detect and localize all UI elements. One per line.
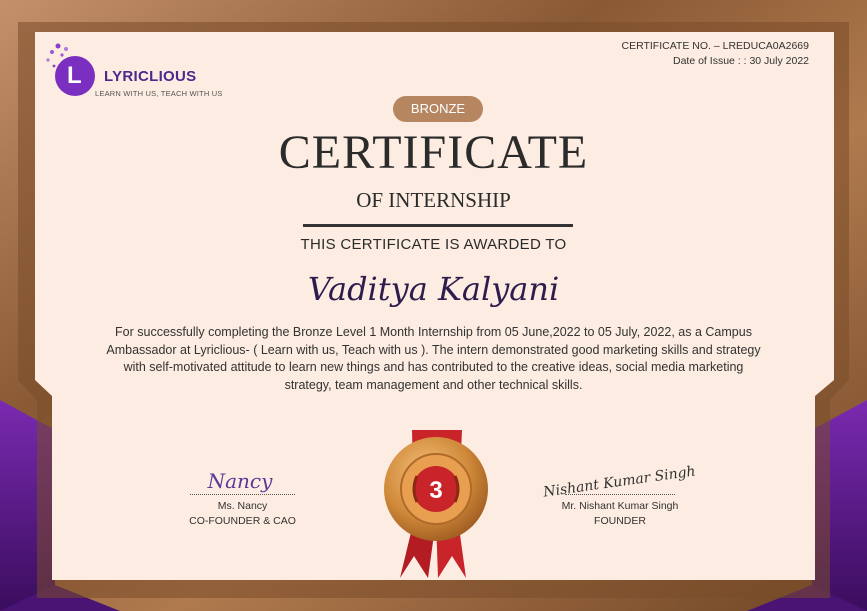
signatory-left-name: Ms. Nancy bbox=[217, 500, 268, 512]
issue-date: Date of Issue : : 30 July 2022 bbox=[673, 55, 809, 67]
level-badge: BRONZE bbox=[393, 96, 483, 122]
certificate-number: CERTIFICATE NO. – LREDUCA0A2669 bbox=[621, 40, 809, 52]
title-divider bbox=[303, 224, 573, 227]
signature-right: Nishant Kumar Singh bbox=[542, 463, 697, 501]
certificate-description: For successfully completing the Bronze Level 1 Month Internship from 05 June,2022 to 05 July, 2022, as a Campus Ambassador at Lyriclious- ( Learn with us, Teach with us ). The intern demonstrated good marketing skills and strategy with self-motivated attitude to learn new things and has contributed to the creative ideas, social media marketing strategy, team management and other technical skills. bbox=[106, 325, 761, 392]
recipient-name: Vaditya Kalyani bbox=[307, 270, 560, 308]
logo-letter: L bbox=[67, 62, 82, 89]
signatory-left-role: CO-FOUNDER & CAO bbox=[189, 515, 296, 527]
certificate-title: CERTIFICATE bbox=[278, 126, 589, 179]
signature-left: Nancy bbox=[207, 469, 273, 493]
signature-line-left bbox=[190, 494, 295, 495]
company-tagline: LEARN WITH US, TEACH WITH US bbox=[95, 89, 223, 98]
signatory-right-role: FOUNDER bbox=[594, 515, 646, 527]
medal-number: 3 bbox=[429, 477, 443, 504]
certificate-subtitle: OF INTERNSHIP bbox=[356, 188, 511, 212]
company-name: LYRICLIOUS bbox=[104, 68, 197, 85]
signatory-right-name: Mr. Nishant Kumar Singh bbox=[561, 500, 679, 512]
signature-line-right bbox=[565, 494, 675, 495]
awarded-text: THIS CERTIFICATE IS AWARDED TO bbox=[300, 236, 567, 253]
